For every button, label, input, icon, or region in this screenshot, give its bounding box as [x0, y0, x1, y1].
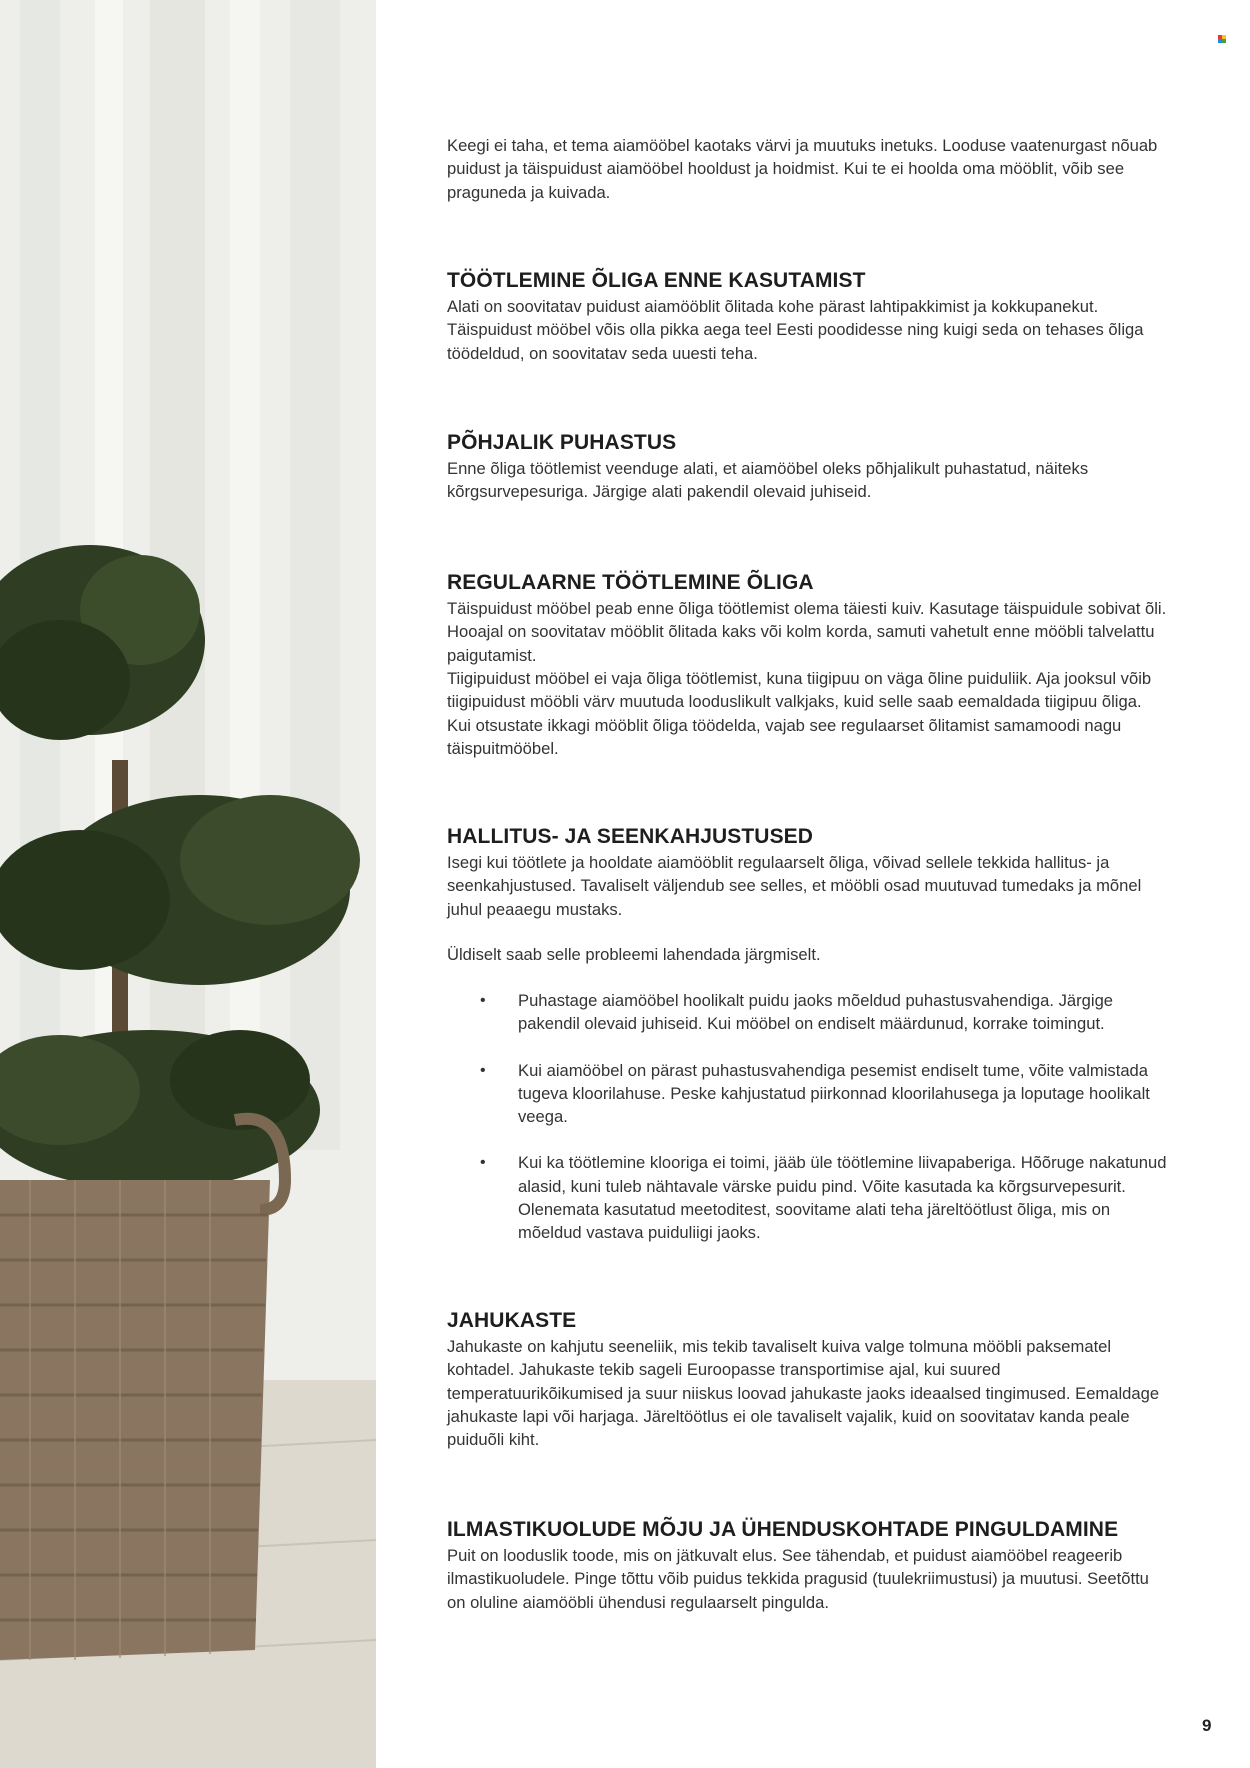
photo-illustration	[0, 0, 376, 1768]
heading-weather-joints: ILMASTIKUOLUDE MÕJU JA ÜHENDUSKOHTADE PINGULDAMINE	[447, 1518, 1119, 1541]
body-regular-oiling: Täispuidust mööbel peab enne õliga töötlemist olema täiesti kuiv. Kasutage täispuidule sobivat õli. Hooajal on soovitatav mööblit õlitada kaks või kolm korda, samuti vahetult enne mööbli talvelattu paigutamist.	[447, 599, 1167, 665]
heading-thorough-cleaning: PÕHJALIK PUHASTUS	[447, 431, 677, 454]
bullet-text: Kui ka töötlemine klooriga ei toimi, jääb üle töötlemine liivapaberiga. Hõõruge nakatunud alasid, kuni tuleb nähtavale värske puidu pind. Võite kasutada ka kõrgsurvepesurit. Olenemata kasutatud meetoditest, soovitame alati teha järeltöötlust õliga, mis on mõeldud vastava puiduliigi jaoks.	[518, 1153, 1167, 1243]
heading-regular-oiling: REGULAARNE TÖÖTLEMINE ÕLIGA	[447, 571, 814, 594]
body-weather-joints: Puit on looduslik toode, mis on jätkuvalt elus. See tähendab, et puidust aiamööbel reageerib ilmastikuoludele. Pinge tõttu võib puidus tekkida pragusid (tuulekriimustusi) ja muutusi. Seetõttu on oluline aiamööbli ühendusi regulaarselt pingulda.	[447, 1546, 1149, 1612]
heading-powdery-mildew: JAHUKASTE	[447, 1309, 577, 1332]
heading-oil-before-use: TÖÖTLEMINE ÕLIGA ENNE KASUTAMIST	[447, 269, 866, 292]
list-item	[447, 1059, 1167, 1129]
bullet-icon: •	[480, 1154, 486, 1172]
body-oil-before-use: Alati on soovitatav puidust aiamööblit õlitada kohe pärast lahtipakkimist ja kokkupanekut. Täispuidust mööbel võis olla pikka aega teel Eesti poodidesse ning kuigi seda on tehases õliga töödeldud, on soovitatav seda uuesti teha.	[447, 297, 1144, 363]
body-thorough-cleaning: Enne õliga töötlemist veenduge alati, et aiamööbel oleks põhjalikult puhastatud, näiteks kõrgsurvepesuriga. Järgige alati pakendil olevaid juhiseid.	[447, 459, 1089, 502]
bullet-text: Puhastage aiamööbel hoolikalt puidu jaoks mõeldud puhastusvahendiga. Järgige pakendil olevaid juhiseid. Kui mööbel on endiselt määrdunud, korrake toimingut.	[518, 991, 1114, 1034]
page-number: 9	[1202, 1716, 1212, 1735]
body-powdery-mildew: Jahukaste on kahjutu seeneliik, mis tekib tavaliselt kuiva valge tolmuna mööbli paksematel kohtadel. Jahukaste tekib sageli Euroopasse transportimise ajal, kui suured temperatuurikõikumised ja suur niiskus loovad jahukaste jaoks ideaalsed tingimused. Eemaldage jahukaste lapi või harjaga. Järeltöötlus ei ole tavaliselt vajalik, kuid on soovitatav kanda peale puiduõli kiht.	[447, 1337, 1160, 1450]
heading-mold-damage: HALLITUS- JA SEENKAHJUSTUSED	[447, 825, 814, 848]
mold-steps-list	[447, 989, 1167, 1245]
intro-paragraph: Keegi ei taha, et tema aiamööbel kaotaks värvi ja muutuks inetuks. Looduse vaatenurgast nõuab puidust ja täispuidust aiamööbel hooldust ja hoidmist. Kui te ei hoolda oma mööblit, võib see praguneda ja kuivada.	[447, 136, 1158, 202]
bullet-icon: •	[480, 1061, 486, 1079]
list-item	[447, 989, 1167, 1036]
photo-pine-in-basket	[0, 0, 376, 1768]
body-mold-damage: Isegi kui töötlete ja hooldate aiamööblit regulaarselt õliga, võivad sellele tekkida hallitus- ja seenkahjustused. Tavaliselt väljendub see selles, et mööbli osad muutuvad tumedaks ja mõnel juhul peaaegu mustaks.	[447, 853, 1142, 919]
body-regular-oiling-teak: Tiigipuidust mööbel ei vaja õliga töötlemist, kuna tiigipuu on väga õline puiduliik. Aja jooksul võib tiigipuidust mööbli värv muutuda looduslikult valkjaks, kuid selle saab eemaldada tiigipuu õliga. Kui otsustate ikkagi mööblit õliga töödelda, vajab see regulaarset õlitamist samamoodi nagu täispuitmööbel.	[447, 669, 1152, 758]
body-mold-solution-intro: Üldiselt saab selle probleemi lahendada järgmiselt.	[447, 945, 821, 964]
bullet-icon: •	[480, 992, 486, 1009]
list-item	[447, 1151, 1167, 1244]
brand-logo-icon	[1218, 35, 1226, 43]
bullet-text: Kui aiamööbel on pärast puhastusvahendiga pesemist endiselt tume, võite valmistada tugeva kloorilahuse. Peske kahjustatud piirkonnad kloorilahusega ja loputage hoolikalt veega.	[518, 1060, 1150, 1127]
